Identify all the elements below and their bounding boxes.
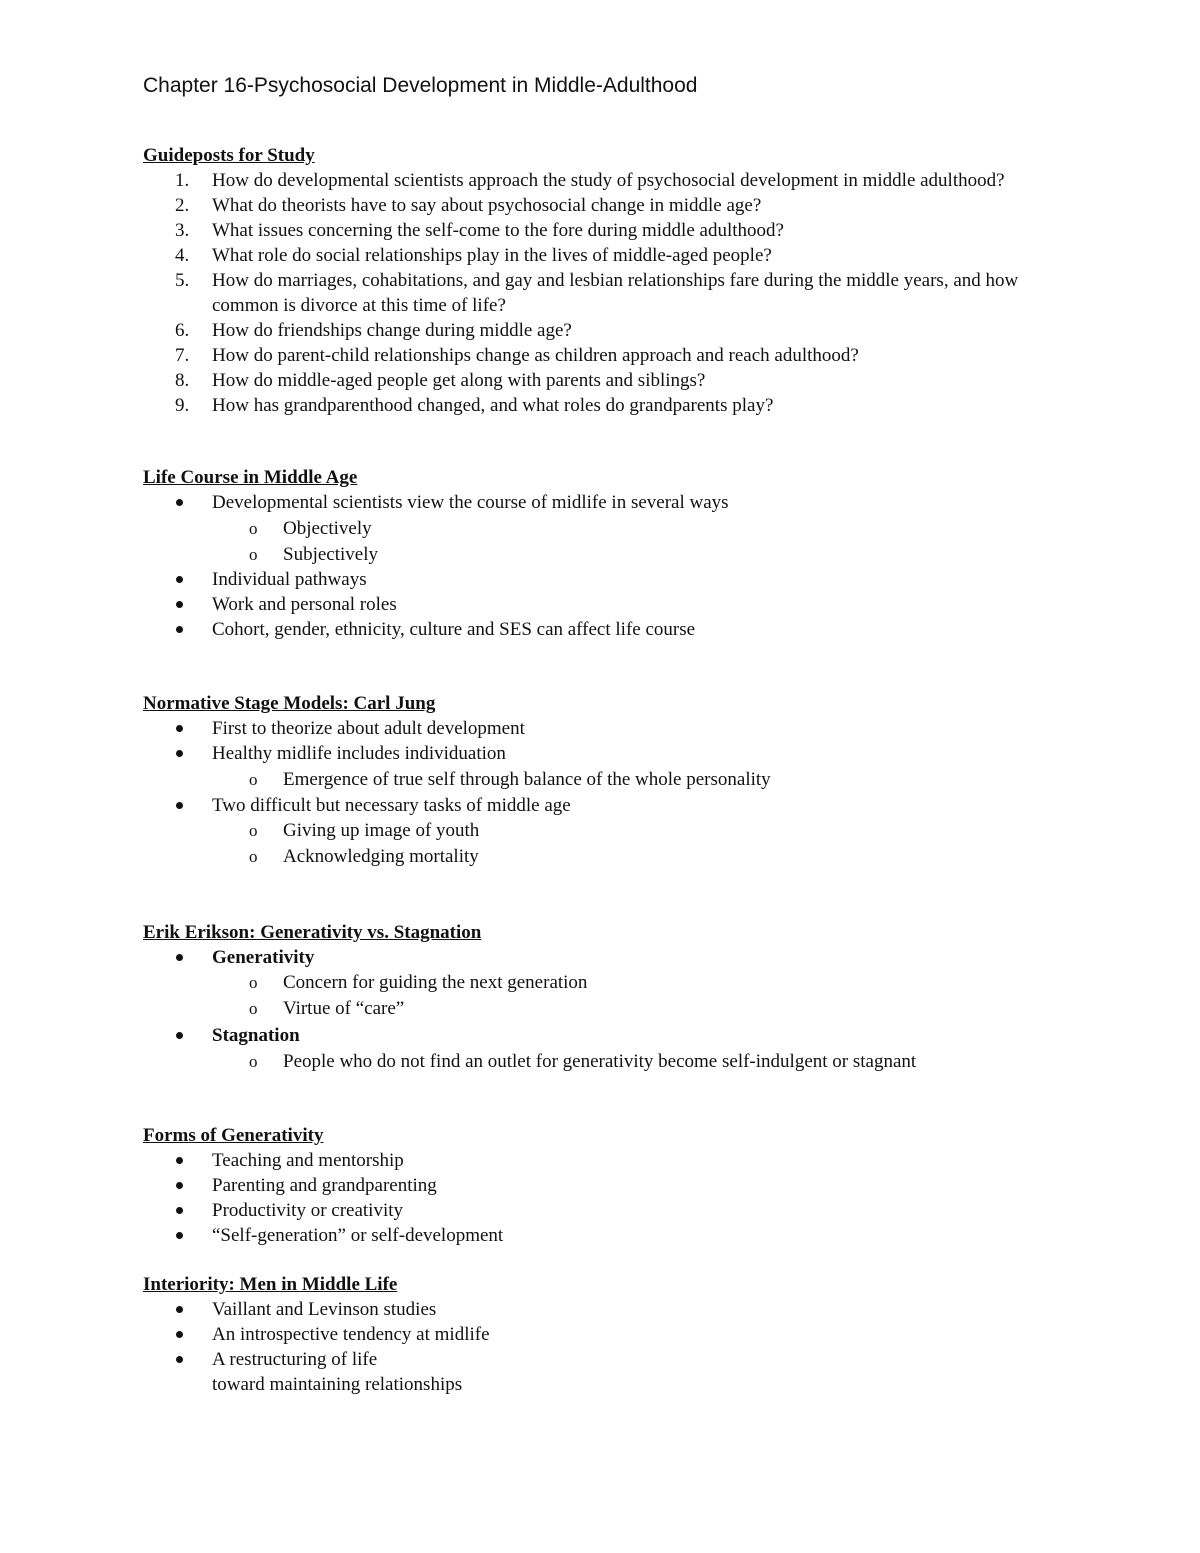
sub-list [212,970,1143,1021]
circle-bullet-icon: o [249,847,258,866]
sub-item-text: Giving up image of youth [283,820,480,841]
bullet-icon [176,1157,183,1164]
item-number: 9. [175,395,190,416]
item-text: How do marriages, cohabitations, and gay and lesbian relationships fare during the middle years, and how common is divorce at this time of life? [212,270,1019,316]
item-number: 4. [175,245,190,266]
bullet-icon [176,1232,183,1239]
item-continuation-text: toward maintaining relationships [212,1374,463,1395]
sub-item-text: Virtue of “care” [283,998,405,1019]
list-item [143,793,1143,869]
list-item [143,1347,1143,1397]
item-text: Teaching and mentorship [212,1150,404,1171]
bullet-icon [176,1207,183,1214]
item-text: Individual pathways [212,569,367,590]
item-text: Vaillant and Levinson studies [212,1299,437,1320]
item-number: 6. [175,320,190,341]
list-item [143,617,1143,642]
item-text: Productivity or creativity [212,1200,404,1221]
bullet-list [143,716,1143,869]
list-item [143,592,1143,617]
list-item [143,741,1143,792]
sub-item-text: Concern for guiding the next generation [283,972,588,993]
bullet-icon [176,1306,183,1313]
sub-item-text: Subjectively [283,544,378,565]
circle-bullet-icon: o [249,999,258,1018]
list-item [143,567,1143,592]
circle-bullet-icon: o [249,821,258,840]
item-text: How do parent-child relationships change as children approach and reach adulthood? [212,345,859,366]
item-text: What role do social relationships play in the lives of middle-aged people? [212,245,772,266]
list-item [143,368,1052,393]
section-erik-erikson [143,920,1143,1074]
bullet-list [143,490,1143,642]
circle-bullet-icon: o [249,545,258,564]
sub-list [212,1049,1143,1074]
list-item [143,1198,1143,1223]
list-item [143,1173,1143,1198]
item-text: First to theorize about adult development [212,718,525,739]
item-text: Cohort, gender, ethnicity, culture and SES can affect life course [212,619,696,640]
sub-list-item [143,542,1143,567]
bullet-icon [176,499,183,506]
item-text: Stagnation [212,1025,300,1046]
item-text: What do theorists have to say about psychosocial change in middle age? [212,195,762,216]
list-item [143,268,1052,318]
item-text: How has grandparenthood changed, and what roles do grandparents play? [212,395,774,416]
section-carl-jung [143,691,1143,869]
item-text: Two difficult but necessary tasks of middle age [212,795,571,816]
item-number: 8. [175,370,190,391]
list-item [143,1322,1143,1347]
section-heading: Interiority: Men in Middle Life [143,1274,398,1295]
item-text: How do developmental scientists approach the study of psychosocial development in middle adulthood? [212,170,1005,191]
item-text: Healthy midlife includes individuation [212,743,506,764]
sub-list-item [143,844,1143,869]
sub-list-item [143,818,1143,843]
item-text: Developmental scientists view the course of midlife in several ways [212,492,729,513]
item-text: Generativity [212,947,315,968]
bullet-icon [176,576,183,583]
sub-list [212,516,1143,567]
item-number: 5. [175,270,190,291]
section-heading: Life Course in Middle Age [143,467,358,488]
circle-bullet-icon: o [249,1052,258,1071]
bullet-icon [176,802,183,809]
section-heading: Forms of Generativity [143,1125,324,1146]
list-item [143,243,1052,268]
bullet-icon [176,1356,183,1363]
list-item [143,193,1052,218]
list-item [143,318,1052,343]
list-item [143,218,1052,243]
item-text: Parenting and grandparenting [212,1175,437,1196]
item-text: Work and personal roles [212,594,397,615]
list-item [143,393,1052,418]
list-item [143,1297,1143,1322]
section-guideposts [143,143,1143,418]
circle-bullet-icon: o [249,973,258,992]
bullet-list [143,945,1143,1074]
section-heading: Normative Stage Models: Carl Jung [143,693,436,714]
sub-list [212,767,1143,792]
sub-item-text: Acknowledging mortality [283,846,479,867]
section-life-course [143,465,1143,642]
section-heading: Guideposts for Study [143,145,315,166]
item-text: A restructuring of life [212,1349,378,1370]
item-number: 7. [175,345,190,366]
bullet-icon [176,725,183,732]
sub-item-text: Objectively [283,518,372,539]
bullet-icon [176,750,183,757]
list-item [143,490,1143,567]
sub-item-text: Emergence of true self through balance of the whole personality [283,769,771,790]
list-item [143,1023,1143,1074]
list-item [143,1148,1143,1173]
circle-bullet-icon: o [249,770,258,789]
item-number: 3. [175,220,190,241]
item-text: “Self-generation” or self-development [212,1225,504,1246]
bullet-icon [176,1032,183,1039]
bullet-list [143,1297,1143,1397]
bullet-list [143,1148,1143,1248]
sub-list-item [143,767,1143,792]
item-text: How do friendships change during middle age? [212,320,572,341]
item-number: 1. [175,170,190,191]
bullet-icon [176,601,183,608]
sub-list-item [143,970,1143,995]
bullet-icon [176,954,183,961]
bullet-icon [176,1182,183,1189]
list-item [143,168,1052,193]
list-item [143,716,1143,741]
sub-list-item [143,1049,1143,1074]
list-item [143,343,1052,368]
sub-item-text: People who do not find an outlet for generativity become self-indulgent or stagnant [283,1051,917,1072]
bullet-icon [176,626,183,633]
sub-list-item [143,996,1143,1021]
item-text: An introspective tendency at midlife [212,1324,490,1345]
section-forms-of-generativity [143,1123,1143,1248]
question-list [143,168,1143,418]
circle-bullet-icon: o [249,519,258,538]
item-text: What issues concerning the self-come to the fore during middle adulthood? [212,220,784,241]
section-heading: Erik Erikson: Generativity vs. Stagnation [143,922,482,943]
sub-list [212,818,1143,869]
list-item [143,1223,1143,1248]
item-text: How do middle-aged people get along with parents and siblings? [212,370,706,391]
page-title: Chapter 16-Psychosocial Development in Middle-Adulthood [143,74,698,97]
item-number: 2. [175,195,190,216]
section-interiority [143,1272,1143,1397]
list-item [143,945,1143,1021]
bullet-icon [176,1331,183,1338]
sub-list-item [143,516,1143,541]
